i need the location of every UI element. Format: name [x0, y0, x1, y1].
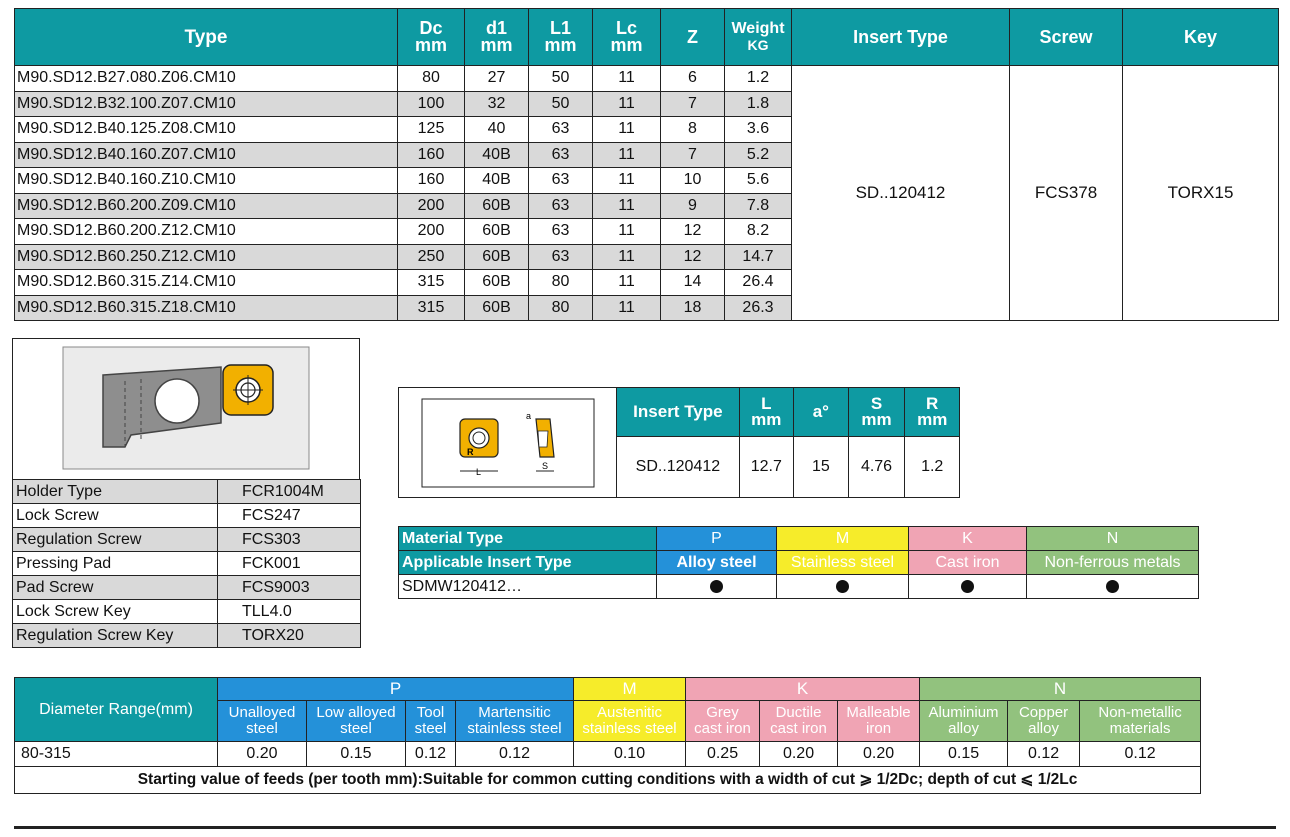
feed-group-k: K: [686, 678, 920, 701]
cell-type-code: M90.SD12.B40.160.Z07.CM10: [15, 142, 398, 168]
cell-value: 26.4: [725, 270, 792, 296]
holder-part-label: Holder Type: [13, 480, 218, 504]
cell-value: 14: [661, 270, 725, 296]
insert-header-s: S mm: [848, 388, 905, 437]
feed-material-subheader: Unalloyed steel: [218, 701, 307, 742]
holder-part-label: Lock Screw: [13, 504, 218, 528]
feed-material-subheader: Tool steel: [406, 701, 456, 742]
cell-value: 60B: [465, 295, 529, 321]
cell-type-code: M90.SD12.B60.315.Z14.CM10: [15, 270, 398, 296]
cell-value: 250: [398, 244, 465, 270]
cell-value: 80: [529, 295, 593, 321]
material-name-n: Non-ferrous metals: [1027, 551, 1199, 575]
cell-value: 100: [398, 91, 465, 117]
cell-value: 315: [398, 270, 465, 296]
diameter-range-header: Diameter Range(mm): [15, 678, 218, 742]
insert-header-type: Insert Type: [617, 388, 739, 437]
feed-value: 0.12: [456, 742, 574, 767]
material-code-p: P: [657, 527, 777, 551]
material-name-m: Stainless steel: [777, 551, 909, 575]
cell-value: 60B: [465, 270, 529, 296]
holder-parts-table: [12, 479, 361, 648]
holder-row: [13, 624, 361, 648]
feed-value: 0.10: [574, 742, 686, 767]
cell-value: 12: [661, 219, 725, 245]
applicable-insert-label: Applicable Insert Type: [399, 551, 657, 575]
cell-value: 8.2: [725, 219, 792, 245]
feed-value: 0.20: [218, 742, 307, 767]
feed-material-subheader: Copper alloy: [1008, 701, 1080, 742]
cell-type-code: M90.SD12.B60.200.Z12.CM10: [15, 219, 398, 245]
insert-drawing: [418, 395, 598, 491]
header-z: Z: [661, 9, 725, 66]
insert-dimensions-table: [398, 387, 960, 498]
insert-header-a: a°: [794, 388, 849, 437]
header-insert-type: Insert Type: [792, 9, 1010, 66]
cell-value: 40B: [465, 142, 529, 168]
holder-part-code: FCS247: [218, 504, 361, 528]
applicable-dot-m: [777, 575, 909, 599]
diagram-label-a: a: [525, 410, 531, 421]
holder-row: [13, 552, 361, 576]
header-d1: d1 mm: [465, 9, 529, 66]
cell-type-code: M90.SD12.B40.160.Z10.CM10: [15, 168, 398, 194]
insert-diagram-cell: [399, 388, 617, 498]
cell-value: 60B: [465, 244, 529, 270]
cell-value: 11: [593, 117, 661, 143]
holder-row: [13, 480, 361, 504]
holder-part-code: FCK001: [218, 552, 361, 576]
cell-value: 11: [593, 66, 661, 92]
cell-value: 18: [661, 295, 725, 321]
cell-value: 200: [398, 193, 465, 219]
cell-value: 26.3: [725, 295, 792, 321]
holder-part-label: Regulation Screw: [13, 528, 218, 552]
material-code-k: K: [909, 527, 1027, 551]
cell-value: 11: [593, 295, 661, 321]
cell-type-code: M90.SD12.B60.200.Z09.CM10: [15, 193, 398, 219]
cell-value: 5.2: [725, 142, 792, 168]
cell-value: 3.6: [725, 117, 792, 143]
cell-value: 11: [593, 193, 661, 219]
cell-value: 315: [398, 295, 465, 321]
cell-value: 125: [398, 117, 465, 143]
cell-value: 50: [529, 91, 593, 117]
cell-value: 1.2: [725, 66, 792, 92]
cell-value: 160: [398, 168, 465, 194]
holder-row: [13, 528, 361, 552]
cell-value: 6: [661, 66, 725, 92]
feed-value: 0.20: [838, 742, 920, 767]
insert-header-r: R mm: [905, 388, 960, 437]
insert-value-r: 1.2: [905, 437, 960, 498]
holder-image-frame: [12, 338, 360, 479]
feed-value: 0.15: [920, 742, 1008, 767]
diagram-label-l: L: [475, 466, 481, 477]
cell-value: 63: [529, 168, 593, 194]
feed-material-subheader: Martensitic stainless steel: [456, 701, 574, 742]
holder-row: [13, 600, 361, 624]
cell-type-code: M90.SD12.B60.315.Z18.CM10: [15, 295, 398, 321]
merged-screw: FCS378: [1010, 66, 1123, 321]
cell-value: 10: [661, 168, 725, 194]
applicable-dot-n: [1027, 575, 1199, 599]
cell-value: 11: [593, 91, 661, 117]
feed-value: 0.12: [1080, 742, 1201, 767]
cutter-spec-table: [14, 8, 1279, 321]
holder-part-label: Lock Screw Key: [13, 600, 218, 624]
cell-value: 80: [529, 270, 593, 296]
feed-material-subheader: Ductile cast iron: [760, 701, 838, 742]
cell-value: 80: [398, 66, 465, 92]
cell-value: 60B: [465, 193, 529, 219]
material-applicability-table: [398, 526, 1199, 599]
cell-value: 11: [593, 219, 661, 245]
material-type-label: Material Type: [399, 527, 657, 551]
cell-value: 27: [465, 66, 529, 92]
cell-value: 9: [661, 193, 725, 219]
cell-type-code: M90.SD12.B32.100.Z07.CM10: [15, 91, 398, 117]
feed-group-m: M: [574, 678, 686, 701]
cell-value: 8: [661, 117, 725, 143]
cell-value: 40: [465, 117, 529, 143]
holder-part-code: TORX20: [218, 624, 361, 648]
cell-value: 1.8: [725, 91, 792, 117]
holder-part-code: TLL4.0: [218, 600, 361, 624]
applicable-dot-k: [909, 575, 1027, 599]
holder-part-label: Regulation Screw Key: [13, 624, 218, 648]
cell-value: 11: [593, 270, 661, 296]
header-weight: Weight KG: [725, 9, 792, 66]
cell-type-code: M90.SD12.B60.250.Z12.CM10: [15, 244, 398, 270]
feed-note: Starting value of feeds (per tooth mm):Suitable for common cutting conditions with a width of cut ⩾ 1/2Dc; depth of cut ⩽ 1/2Lc: [15, 767, 1201, 794]
bottom-divider: [14, 826, 1276, 829]
holder-parts-panel: [12, 338, 360, 648]
feed-group-p: P: [218, 678, 574, 701]
header-screw: Screw: [1010, 9, 1123, 66]
holder-part-label: Pressing Pad: [13, 552, 218, 576]
cell-value: 63: [529, 244, 593, 270]
cell-value: 7: [661, 91, 725, 117]
cell-value: 7.8: [725, 193, 792, 219]
material-name-k: Cast iron: [909, 551, 1027, 575]
holder-row: [13, 576, 361, 600]
insert-value-type: SD..120412: [617, 437, 739, 498]
cell-value: 11: [593, 244, 661, 270]
cell-value: 5.6: [725, 168, 792, 194]
holder-part-code: FCS9003: [218, 576, 361, 600]
cell-value: 63: [529, 142, 593, 168]
cell-type-code: M90.SD12.B27.080.Z06.CM10: [15, 66, 398, 92]
feed-material-subheader: Aluminium alloy: [920, 701, 1008, 742]
cell-value: 11: [593, 168, 661, 194]
cell-value: 40B: [465, 168, 529, 194]
insert-value-a: 15: [794, 437, 849, 498]
holder-part-code: FCR1004M: [218, 480, 361, 504]
insert-value-l: 12.7: [739, 437, 794, 498]
feed-diameter-range: 80-315: [15, 742, 218, 767]
cell-value: 32: [465, 91, 529, 117]
feed-material-subheader: Grey cast iron: [686, 701, 760, 742]
cell-value: 60B: [465, 219, 529, 245]
feed-value: 0.25: [686, 742, 760, 767]
holder-part-code: FCS303: [218, 528, 361, 552]
feed-material-subheader: Low alloyed steel: [307, 701, 406, 742]
insert-grade-label: SDMW120412…: [399, 575, 657, 599]
cell-value: 7: [661, 142, 725, 168]
cell-type-code: M90.SD12.B40.125.Z08.CM10: [15, 117, 398, 143]
feed-value: 0.12: [406, 742, 456, 767]
cell-value: 200: [398, 219, 465, 245]
cell-value: 11: [593, 142, 661, 168]
header-lc: Lc mm: [593, 9, 661, 66]
merged-key: TORX15: [1123, 66, 1279, 321]
cell-value: 12: [661, 244, 725, 270]
header-key: Key: [1123, 9, 1279, 66]
cell-value: 50: [529, 66, 593, 92]
merged-insert-type: SD..120412: [792, 66, 1010, 321]
holder-row: [13, 504, 361, 528]
holder-cartridge-illustration: [13, 339, 358, 477]
header-l1: L1 mm: [529, 9, 593, 66]
feed-group-n: N: [920, 678, 1201, 701]
feed-value: 0.20: [760, 742, 838, 767]
material-code-n: N: [1027, 527, 1199, 551]
cell-value: 160: [398, 142, 465, 168]
feed-value: 0.15: [307, 742, 406, 767]
header-dc: Dc mm: [398, 9, 465, 66]
applicable-dot-p: [657, 575, 777, 599]
table-row: [15, 66, 1279, 92]
feed-material-subheader: Austenitic stainless steel: [574, 701, 686, 742]
cell-value: 14.7: [725, 244, 792, 270]
holder-part-label: Pad Screw: [13, 576, 218, 600]
insert-header-l: L mm: [739, 388, 794, 437]
insert-value-s: 4.76: [848, 437, 905, 498]
feed-material-subheader: Malleable iron: [838, 701, 920, 742]
feed-rate-table: [14, 677, 1201, 794]
header-type: Type: [15, 9, 398, 66]
feed-material-subheader: Non-metallic materials: [1080, 701, 1201, 742]
material-code-m: M: [777, 527, 909, 551]
diagram-label-r: R: [466, 446, 474, 457]
cell-value: 63: [529, 193, 593, 219]
diagram-label-s: S: [541, 460, 548, 471]
material-name-p: Alloy steel: [657, 551, 777, 575]
cell-value: 63: [529, 117, 593, 143]
cell-value: 63: [529, 219, 593, 245]
feed-value: 0.12: [1008, 742, 1080, 767]
